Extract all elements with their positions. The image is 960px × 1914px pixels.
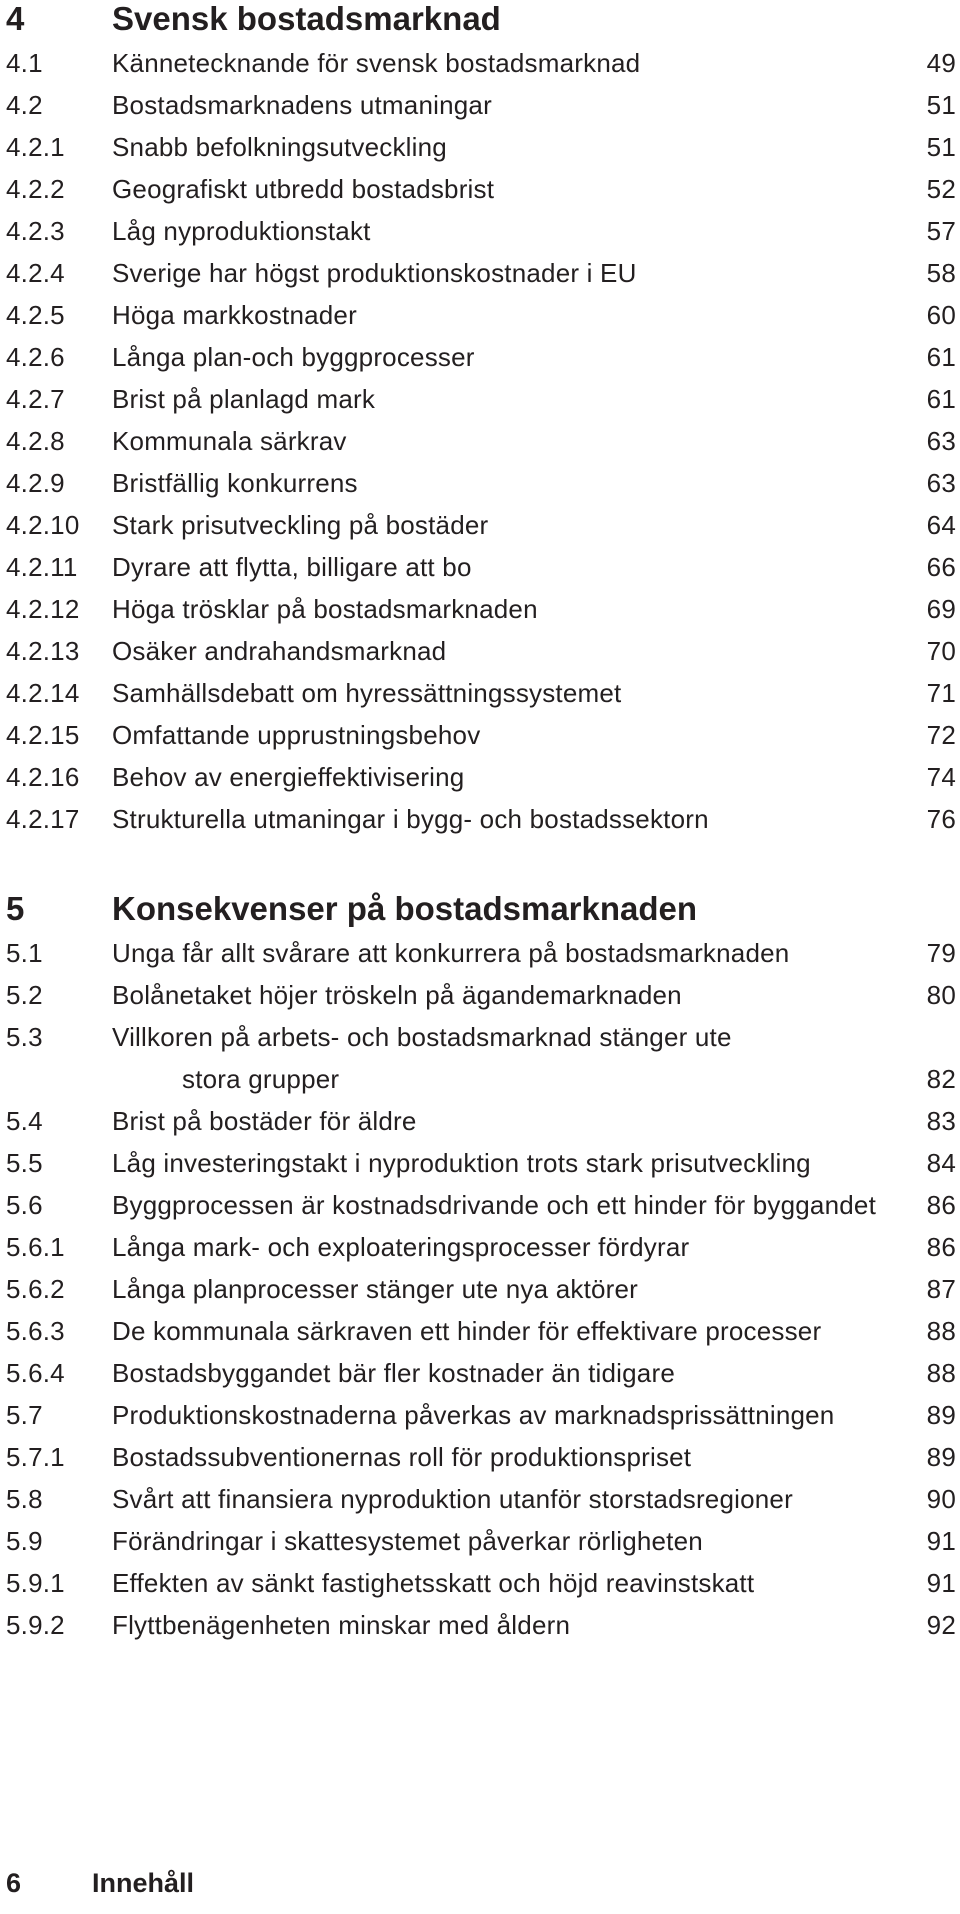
- toc-entry-title: [112, 336, 902, 378]
- toc-entry-title-text: Byggprocessen är kostnadsdrivande och ett hinder för byggandet: [112, 1190, 876, 1220]
- toc-entry[interactable]: [0, 1478, 960, 1520]
- toc-entry-title: [112, 1352, 902, 1394]
- toc-entry-title: [112, 1016, 902, 1100]
- toc-entry-number: 5.9.2: [6, 1610, 65, 1640]
- toc-entry[interactable]: [0, 1604, 960, 1646]
- toc-entry-title: [112, 798, 902, 840]
- toc-entry[interactable]: [0, 1520, 960, 1562]
- toc-entry[interactable]: [0, 630, 960, 672]
- toc-entry[interactable]: [0, 1100, 960, 1142]
- toc-entry-title: [112, 42, 902, 84]
- toc-entry-title-text: Höga trösklar på bostadsmarknaden: [112, 594, 538, 624]
- toc-entry-title: [112, 420, 902, 462]
- toc-entry-number: 4.2.4: [6, 258, 65, 288]
- toc-entry-title-text: Långa planprocesser stänger ute nya aktörer: [112, 1274, 639, 1304]
- toc-entry-number: 5.7.1: [6, 1442, 65, 1472]
- toc-entry-page: 82: [926, 1064, 956, 1094]
- toc-entry-page: 51: [926, 90, 956, 120]
- toc-entry-number: 5.6.1: [6, 1232, 65, 1262]
- toc-entry-page: 51: [926, 132, 956, 162]
- toc-entry-title-text: Stark prisutveckling på bostäder: [112, 510, 489, 540]
- toc-entry[interactable]: [0, 1394, 960, 1436]
- toc-entry[interactable]: [0, 1352, 960, 1394]
- toc-entry[interactable]: [0, 756, 960, 798]
- toc-entry-title-text: Samhällsdebatt om hyressättningssystemet: [112, 678, 622, 708]
- toc-entry-title: [112, 1142, 902, 1184]
- toc-entry[interactable]: [0, 672, 960, 714]
- toc-entry-title-text: Dyrare att flytta, billigare att bo: [112, 552, 472, 582]
- toc-entry-page: 91: [926, 1568, 956, 1598]
- toc-entry-number: 4.2.16: [6, 762, 80, 792]
- toc-entry[interactable]: [0, 1562, 960, 1604]
- chapter-title: Konsekvenser på bostadsmarknaden: [112, 890, 698, 927]
- toc-entry-title-text: Osäker andrahandsmarknad: [112, 636, 447, 666]
- toc-entry[interactable]: [0, 1268, 960, 1310]
- toc-entry-title-text: Långa mark- och exploateringsprocesser fördyrar: [112, 1232, 690, 1262]
- toc-entry[interactable]: [0, 84, 960, 126]
- toc-entry-number: 5.3: [6, 1022, 43, 1052]
- toc-entry-page: 89: [926, 1442, 956, 1472]
- toc-entry-page: 90: [926, 1484, 956, 1514]
- page-footer: [0, 1865, 960, 1905]
- toc-entry-title: [112, 932, 902, 974]
- toc-entry-title: [112, 1520, 902, 1562]
- toc-entry[interactable]: [0, 336, 960, 378]
- toc-entry-title: [112, 168, 902, 210]
- toc-entry-number: 5.6: [6, 1190, 43, 1220]
- toc-entry-title: [112, 378, 902, 420]
- toc-entry-number: 4.2.11: [6, 552, 78, 582]
- toc-entry-title-text: Höga markkostnader: [112, 300, 357, 330]
- toc-entry-page: 71: [926, 678, 956, 708]
- toc-entry[interactable]: [0, 932, 960, 974]
- toc-entry[interactable]: [0, 1016, 960, 1100]
- toc-entry-title-text: Geografiskt utbredd bostadsbrist: [112, 174, 495, 204]
- toc-entry-title-text: Brist på bostäder för äldre: [112, 1106, 417, 1136]
- toc-entry-title-text: De kommunala särkraven ett hinder för effektivare processer: [112, 1316, 822, 1346]
- toc-entry-page: 79: [926, 938, 956, 968]
- toc-entry-number: 5.9.1: [6, 1568, 65, 1598]
- toc-entry-page: 76: [926, 804, 956, 834]
- chapter-5: [0, 890, 960, 1646]
- toc-entry-page: 49: [926, 48, 956, 78]
- chapter-number: 5: [6, 890, 25, 927]
- toc-entry-title-text: Bostadsmarknadens utmaningar: [112, 90, 492, 120]
- toc-entry-title-text: Svårt att finansiera nyproduktion utanför storstadsregioner: [112, 1484, 793, 1514]
- toc-entry[interactable]: [0, 42, 960, 84]
- toc-entry-number: 5.6.2: [6, 1274, 65, 1304]
- toc-entry-page: 92: [926, 1610, 956, 1640]
- toc-entry-title-text: Villkoren på arbets- och bostadsmarknad stänger ute: [112, 1022, 732, 1052]
- toc-entry-title-text: Behov av energieffektivisering: [112, 762, 465, 792]
- toc-entry-title: [112, 1562, 902, 1604]
- toc-entry[interactable]: [0, 420, 960, 462]
- toc-entry-title: [112, 672, 902, 714]
- toc-entry-title: [112, 714, 902, 756]
- chapter-4: [0, 0, 960, 840]
- toc-entry-title: [112, 1184, 902, 1226]
- toc-entry-title: [112, 504, 902, 546]
- toc-entry[interactable]: [0, 1436, 960, 1478]
- toc-entry-title-text: Bolånetaket höjer tröskeln på ägandemarknaden: [112, 980, 682, 1010]
- toc-entry-title: [112, 1604, 902, 1646]
- toc-entry-number: 4.2.3: [6, 216, 65, 246]
- chapter-heading: [0, 890, 960, 932]
- toc-entry-page: 91: [926, 1526, 956, 1556]
- toc-entry-title: [112, 1310, 902, 1352]
- toc-entry[interactable]: [0, 1142, 960, 1184]
- toc-entry-page: 80: [926, 980, 956, 1010]
- toc-entry-page: 84: [926, 1148, 956, 1178]
- toc-entry-title: [112, 588, 902, 630]
- chapter-heading: [0, 0, 960, 42]
- toc-entry-title: [112, 974, 902, 1016]
- toc-entry-page: 86: [926, 1232, 956, 1262]
- toc-entry-page: 63: [926, 426, 956, 456]
- toc-entry-title-text: Strukturella utmaningar i bygg- och bostadssektorn: [112, 804, 709, 834]
- toc-entry-title-text: Unga får allt svårare att konkurrera på bostadsmarknaden: [112, 938, 790, 968]
- toc-entry-number: 4.2.10: [6, 510, 80, 540]
- toc-entry[interactable]: [0, 504, 960, 546]
- toc-entries: [0, 932, 960, 1646]
- toc-entry-page: 87: [926, 1274, 956, 1304]
- toc-entry-title: [112, 546, 902, 588]
- toc-entry-page: 88: [926, 1316, 956, 1346]
- toc-entry-number: 5.6.3: [6, 1316, 65, 1346]
- toc-entry-number: 5.4: [6, 1106, 43, 1136]
- toc-entry-title-text: Brist på planlagd mark: [112, 384, 376, 414]
- toc-entry[interactable]: [0, 210, 960, 252]
- toc-entry-page: 60: [926, 300, 956, 330]
- toc-entry-number: 4.2.12: [6, 594, 80, 624]
- toc-entry-page: 88: [926, 1358, 956, 1388]
- toc-entry-number: 4.2.14: [6, 678, 80, 708]
- toc-entry-title-text: Låg nyproduktionstakt: [112, 216, 371, 246]
- toc-entry-number: 4.2.5: [6, 300, 65, 330]
- toc-entry-title-text: Förändringar i skattesystemet påverkar rörligheten: [112, 1526, 703, 1556]
- toc-entry-title-text: Bostadsbyggandet bär fler kostnader än tidigare: [112, 1358, 675, 1388]
- toc-entry-number: 5.6.4: [6, 1358, 65, 1388]
- toc-entry-number: 4.2.17: [6, 804, 80, 834]
- toc-entry-title-text: Låg investeringstakt i nyproduktion trots stark prisutveckling: [112, 1148, 811, 1178]
- toc-entry-number: 4.2.1: [6, 132, 65, 162]
- toc-entry-title: [112, 252, 902, 294]
- toc-entry-number: 5.8: [6, 1484, 43, 1514]
- toc-entry-title: [112, 462, 902, 504]
- toc-entry-title: [112, 1268, 902, 1310]
- toc-entry-title: [112, 294, 902, 336]
- toc-entry[interactable]: [0, 378, 960, 420]
- toc-entry-page: 64: [926, 510, 956, 540]
- toc-entry[interactable]: [0, 974, 960, 1016]
- toc-entry-title-text: Omfattande upprustningsbehov: [112, 720, 481, 750]
- chapter-title: Svensk bostadsmarknad: [112, 0, 501, 37]
- toc-entry-number: 4.2: [6, 90, 43, 120]
- toc-entry-number: 5.1: [6, 938, 43, 968]
- toc-entry-page: 86: [926, 1190, 956, 1220]
- toc-entry-title-text: Snabb befolkningsutveckling: [112, 132, 447, 162]
- toc-entry-title-text: Kommunala särkrav: [112, 426, 347, 456]
- toc-entry-title-text: Effekten av sänkt fastighetsskatt och höjd reavinstskatt: [112, 1568, 755, 1598]
- toc-entry[interactable]: [0, 1226, 960, 1268]
- toc-entry-title-continuation: stora grupper: [182, 1064, 340, 1094]
- toc-entry[interactable]: [0, 126, 960, 168]
- toc-entry-title: [112, 126, 902, 168]
- toc-entry-title-text: Kännetecknande för svensk bostadsmarknad: [112, 48, 641, 78]
- toc-entry-title: [112, 1100, 902, 1142]
- toc-entry-title-text: Bostadssubventionernas roll för produktionspriset: [112, 1442, 692, 1472]
- toc-entry-number: 4.1: [6, 48, 43, 78]
- toc-entry-page: 61: [926, 342, 956, 372]
- toc-entry-number: 5.2: [6, 980, 43, 1010]
- toc-entry-page: 70: [926, 636, 956, 666]
- toc-entry-page: 63: [926, 468, 956, 498]
- toc-entry-number: 5.9: [6, 1526, 43, 1556]
- toc-entry[interactable]: [0, 462, 960, 504]
- toc-entry-page: 69: [926, 594, 956, 624]
- toc-entry[interactable]: [0, 546, 960, 588]
- toc-entry-title-text: Bristfällig konkurrens: [112, 468, 358, 498]
- toc-entry-number: 4.2.2: [6, 174, 65, 204]
- chapter-number: 4: [6, 0, 25, 37]
- toc-entry-page: 89: [926, 1400, 956, 1430]
- toc-entry-title-text: Flyttbenägenheten minskar med åldern: [112, 1610, 571, 1640]
- toc-entry[interactable]: [0, 1184, 960, 1226]
- toc-entry-page: 74: [926, 762, 956, 792]
- toc-entry-number: 4.2.6: [6, 342, 65, 372]
- toc-entry-title: [112, 210, 902, 252]
- footer-label: Innehåll: [92, 1868, 195, 1898]
- toc-entry[interactable]: [0, 714, 960, 756]
- toc-entry-page: 61: [926, 384, 956, 414]
- footer-page-number: 6: [6, 1868, 22, 1898]
- toc-entry-title: [112, 756, 902, 798]
- toc-entry[interactable]: [0, 588, 960, 630]
- toc-entry[interactable]: [0, 294, 960, 336]
- toc-entry-page: 72: [926, 720, 956, 750]
- toc-entry-page: 83: [926, 1106, 956, 1136]
- toc-entry-number: 4.2.8: [6, 426, 65, 456]
- toc-entry-number: 4.2.9: [6, 468, 65, 498]
- toc-entry-title-text: Sverige har högst produktionskostnader i EU: [112, 258, 637, 288]
- toc-entry[interactable]: [0, 252, 960, 294]
- toc-entry-title: [112, 1478, 902, 1520]
- toc-entry-number: 4.2.15: [6, 720, 80, 750]
- toc-entry-title: [112, 84, 902, 126]
- toc-entry-number: 4.2.13: [6, 636, 80, 666]
- toc-entry-page: 58: [926, 258, 956, 288]
- toc-entry-number: 4.2.7: [6, 384, 65, 414]
- toc-entry-title: [112, 630, 902, 672]
- toc-entry-page: 52: [926, 174, 956, 204]
- toc-entry-page: 66: [926, 552, 956, 582]
- toc-entry-title: [112, 1226, 902, 1268]
- toc-entry-number: 5.7: [6, 1400, 43, 1430]
- toc-entry[interactable]: [0, 1310, 960, 1352]
- toc-entry-title: [112, 1436, 902, 1478]
- toc-entry[interactable]: [0, 168, 960, 210]
- toc-entry-title-text: Långa plan-och byggprocesser: [112, 342, 475, 372]
- toc-entry-page: 57: [926, 216, 956, 246]
- toc-entry-title: [112, 1394, 902, 1436]
- toc-entries: [0, 42, 960, 840]
- toc-entry[interactable]: [0, 798, 960, 840]
- toc-entry-title-text: Produktionskostnaderna påverkas av marknadsprissättningen: [112, 1400, 835, 1430]
- toc-entry-number: 5.5: [6, 1148, 43, 1178]
